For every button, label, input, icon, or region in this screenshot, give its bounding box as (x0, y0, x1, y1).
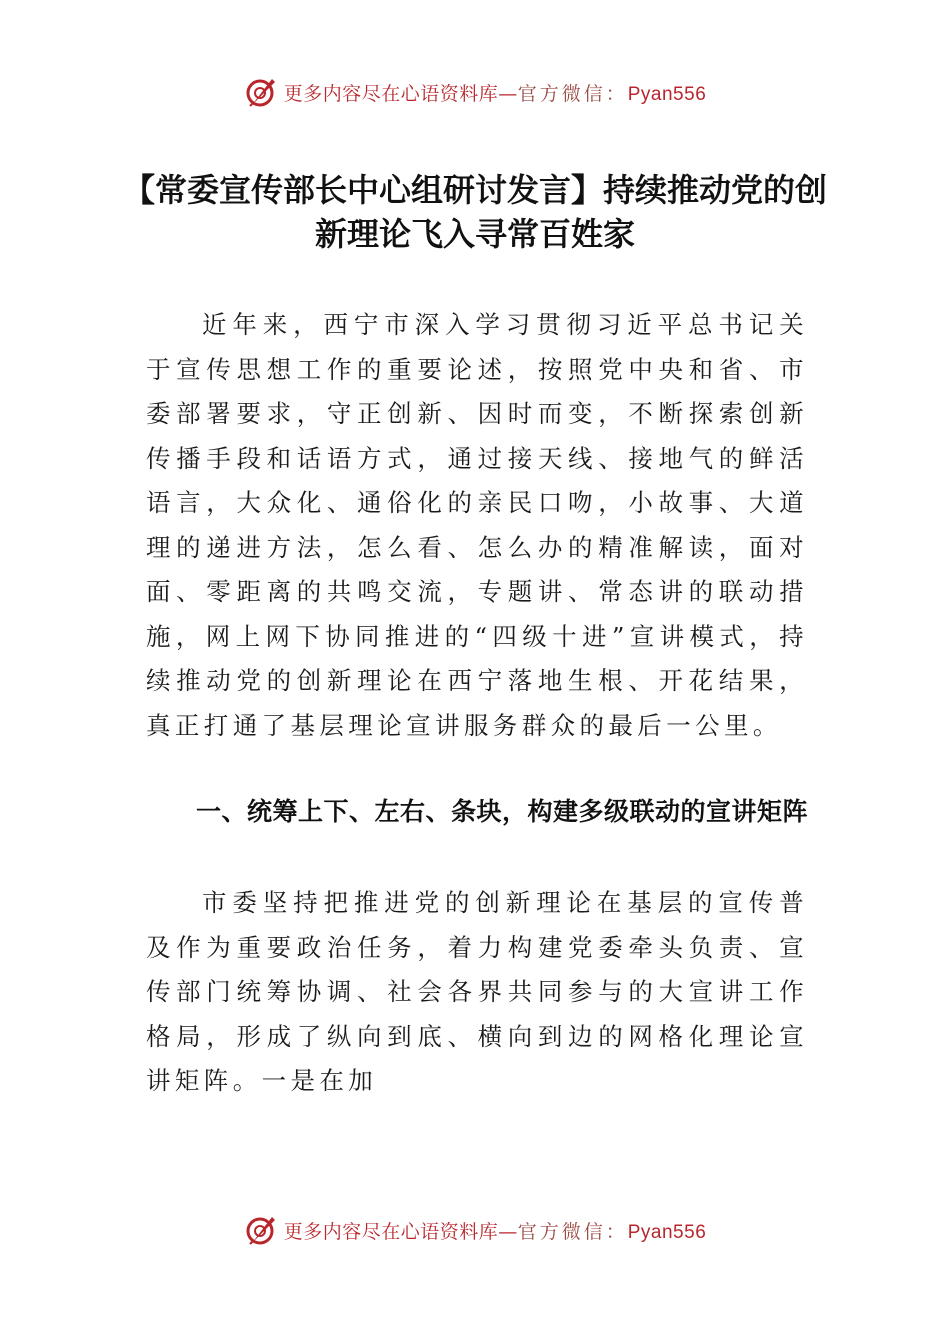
banner-separator: — (498, 82, 518, 105)
section-heading: 一、统筹上下、左右、条块，构建多级联动的宣讲矩阵 (196, 797, 809, 826)
banner-wechat-id: Pyan556 (627, 83, 707, 105)
quill-logo-icon (244, 75, 278, 109)
intro-paragraph: 近年来，西宁市深入学习贯彻习近平总书记关于宣传思想工作的重要论述，按照党中央和省、市委部署要求，守正创新、因时而变，不断探索创新传播手段和话语方式，通过接天线、接地气的鲜活语言，大众化、通俗化的亲民口吻，小故事、大道理的递进方法，怎么看、怎么办的精准解读，面对面、零距离的共鸣交流，专题讲、常态讲的联动措施，网上网下协同推进的“四级十进”宣讲模式，持续推动党的创新理论在西宁落地生根、开花结果，真正打通了基层理论宣讲服务群众的最后一公里。 (146, 310, 808, 740)
banner-wechat-label: 官方微信： (517, 82, 628, 105)
document-title: 【常委宣传部长中心组研讨发言】持续推动党的创新理论飞入寻常百姓家 (122, 171, 827, 253)
banner-wechat-id: Pyan556 (627, 1221, 707, 1243)
banner-separator: — (498, 1220, 518, 1243)
banner-slogan: 更多内容尽在心语资料库 (283, 1220, 499, 1243)
banner-text (284, 1217, 707, 1244)
footer-banner (0, 1210, 950, 1250)
quill-logo-icon (244, 1213, 278, 1247)
banner-text (284, 79, 707, 106)
section-paragraph: 市委坚持把推进党的创新理论在基层的宣传普及作为重要政治任务，着力构建党委牵头负责、宣传部门统筹协调、社会各界共同参与的大宣讲工作格局，形成了纵向到底、横向到边的网格化理论宣讲矩阵。一是在加 (146, 888, 808, 1095)
banner-slogan: 更多内容尽在心语资料库 (283, 82, 499, 105)
banner-wechat-label: 官方微信： (517, 1220, 628, 1243)
header-banner (0, 72, 950, 112)
